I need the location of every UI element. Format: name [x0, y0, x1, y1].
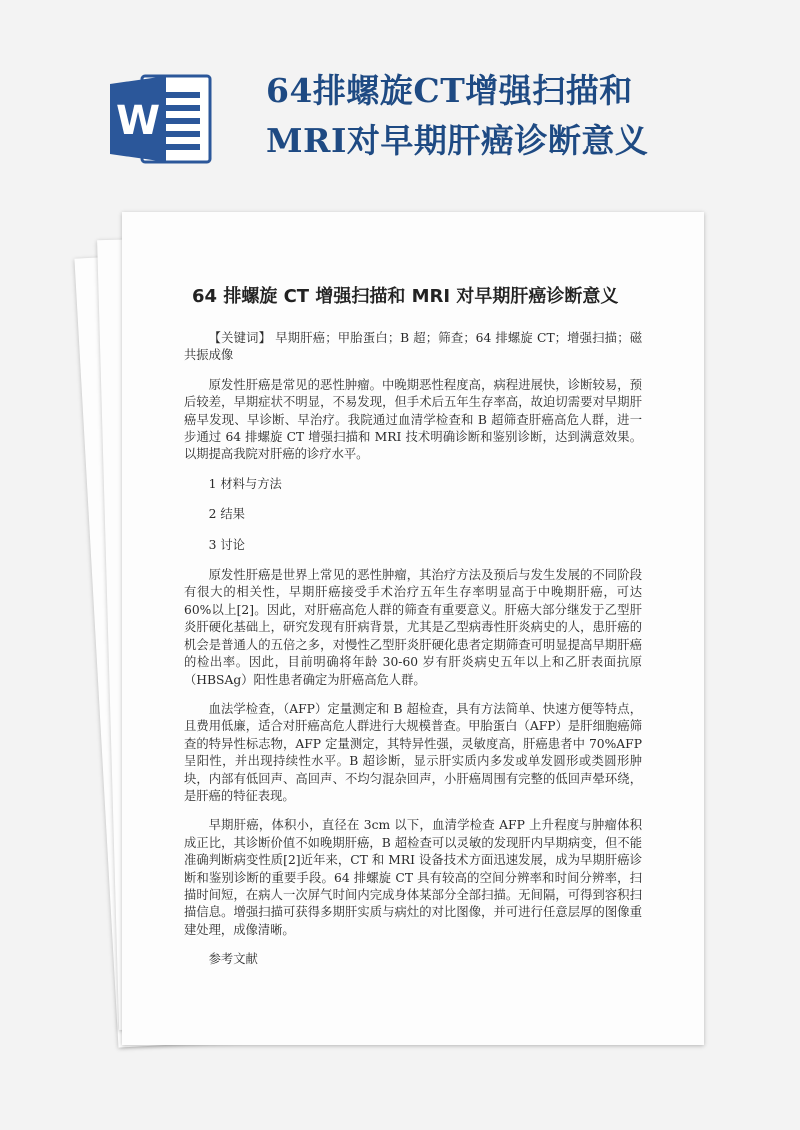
section-heading-methods: 1 材料与方法 — [208, 476, 282, 491]
section-heading-results: 2 结果 — [208, 507, 245, 522]
keywords-paragraph: 【关键词】 早期肝癌；甲胎蛋白；B 超；筛查；64 排螺旋 CT；增强扫描；磁共振成像 — [184, 331, 642, 363]
document-content — [122, 212, 704, 1045]
references-heading: 参考文献 — [208, 952, 258, 967]
document-title: 64 排螺旋 CT 增强扫描和 MRI 对早期肝癌诊断意义 — [192, 286, 619, 307]
discussion-paragraph: 原发性肝癌是世界上常见的恶性肿瘤，其治疗方法及预后与发生发展的不同阶段有很大的相关性，早期肝癌接受手术治疗五年生存率明显高于中晚期肝癌，可达 60%以上[2]。因此，对肝癌高危人群的筛查有重要意义。肝癌大部分继发于乙型肝炎肝硬化基础上，研究发现有肝病背景，尤其是乙型病毒性肝炎病史的人，患肝癌的机会是普通人的五倍之多，对慢性乙型肝炎肝硬化患者定期筛查可明显提高早期肝癌的检出率。因此，目前明确将年龄 30-60 岁有肝炎病史五年以上和乙肝表面抗原（HBSAg）阳性患者确定为肝癌高危人群。 — [184, 568, 642, 687]
intro-paragraph: 原发性肝癌是常见的恶性肿瘤。中晚期恶性程度高，病程进展快，诊断较易，预后较差，早期症状不明显，不易发现，但手术后五年生存率高，故迫切需要对早期肝癌早发现、早诊断、早治疗。我院通过血清学检查和 B 超筛查肝癌高危人群，进一步通过 64 排螺旋 CT 增强扫描和 MRI 技术明确诊断和鉴别诊断，达到满意效果。以期提高我院对肝癌的诊疗水平。 — [184, 377, 642, 462]
svg-text:W: W — [115, 98, 161, 144]
document-body — [184, 330, 642, 982]
discussion-paragraph: 早期肝癌，体积小，直径在 3cm 以下，血清学检查 AFP 上升程度与肿瘤体积成正比，其诊断价值不如晚期肝癌，B 超检查可以灵敏的发现肝内早期病变，但不能准确判断病变性质[2]近年来，CT 和 MRI 设备技术方面迅速发展，成为早期肝癌诊断和鉴别诊断的重要手段。64 排螺旋 CT 具有较高的空间分辨率和时间分辨率，扫描时间短，在病人一次屏气时间内完成身体某部分全部扫描。无间隔，可得到容积扫描信息。增强扫描可获得多期肝实质与病灶的对比图像，并可进行任意层厚的图像重建处理，成像清晰。 — [184, 818, 642, 937]
section-heading-discussion: 3 讨论 — [208, 537, 245, 552]
header-banner — [0, 0, 800, 210]
word-document-icon — [108, 72, 212, 166]
header-title: 64排螺旋CT增强扫描和MRI对早期肝癌诊断意义 — [266, 71, 649, 160]
discussion-paragraph: 血法学检查，（AFP）定量测定和 B 超检查，具有方法简单、快速方便等特点，且费用低廉，适合对肝癌高危人群进行大规模普查。甲胎蛋白（AFP）是肝细胞癌筛查的特异性标志物，AFP 定量测定，其特异性强，灵敏度高，肝癌患者中 70%AFP 呈阳性，并出现持续性水平。B 超诊断，显示肝实质内多发或单发圆形或类圆形肿块，内部有低回声、高回声、不均匀混杂回声，小肝癌周围有完整的低回声晕环绕，是肝癌的特征表现。 — [184, 701, 642, 803]
